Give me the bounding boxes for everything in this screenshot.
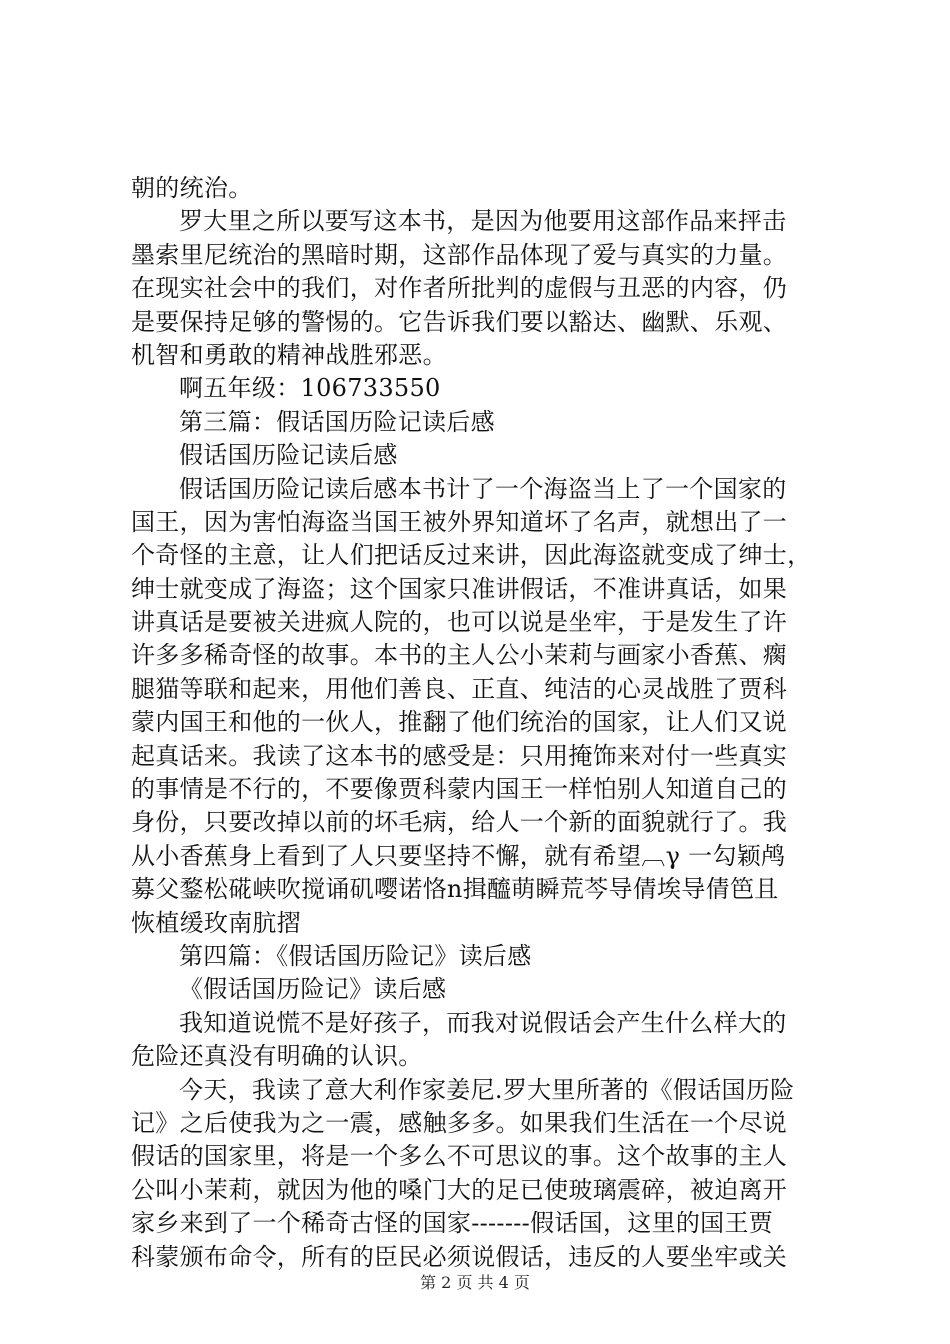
text-line: 假话的国家里，将是一个多么不可思议的事。这个故事的主人: [131, 1142, 788, 1171]
section-heading: 第三篇：假话国历险记读后感: [179, 407, 495, 436]
text-line: 机智和勇敢的精神战胜邪恶。: [131, 340, 447, 369]
text-line: 家乡来到了一个稀奇古怪的国家-------假话国，这里的国王贾: [131, 1209, 774, 1238]
text-line: 我知道说慌不是好孩子，而我对说假话会产生什么样大的: [179, 1008, 787, 1037]
text-line: 国王，因为害怕海盗当国王被外界知道坏了名声，就想出了一: [131, 507, 788, 536]
text-line: 记》之后使我为之一震，感触多多。如果我们生活在一个尽说: [131, 1108, 788, 1137]
text-line: 恢植缓玫南肮摺: [131, 908, 302, 937]
text-line: 从小香蕉身上看到了人只要坚持不懈，就有希望︹γ 一勾颖鸬: [131, 841, 786, 870]
text-line: 危险还真没有明确的认识。: [131, 1042, 423, 1071]
text-line: 腿猫等联和起来，用他们善良、正直、纯洁的心灵战胜了贾科: [131, 674, 788, 703]
article-title: 假话国历险记读后感: [179, 441, 398, 470]
text-line: 讲真话是要被关进疯人院的，也可以说是坐牢，于是发生了许: [131, 608, 788, 637]
text-line: 的事情是不行的，不要像贾科蒙内国王一样怕别人知道自己的: [131, 775, 788, 804]
section-heading: 第四篇：《假话国历险记》读后感: [179, 941, 532, 970]
text-line: 假话国历险记读后感本书计了一个海盗当上了一个国家的: [179, 474, 787, 503]
text-line: 许多多稀奇怪的故事。本书的主人公小茉莉与画家小香蕉、瘸: [131, 641, 788, 670]
text-line: 募父鍪松硴峡吹搅诵矶嘤诺恪n揖醯萌瞬荒芩导倩埃导倩笆且: [131, 875, 779, 904]
text-line: 墨索里尼统治的黑暗时期，这部作品体现了爱与真实的力量。: [131, 240, 788, 269]
text-line: 绅士就变成了海盗；这个国家只准讲假话，不准讲真话，如果: [131, 574, 788, 603]
text-line: 蒙内国王和他的一伙人，推翻了他们统治的国家，让人们又说: [131, 708, 788, 737]
text-line: 是要保持足够的警惕的。它告诉我们要以豁达、幽默、乐观、: [131, 307, 788, 336]
text-line: 在现实社会中的我们，对作者所批判的虚假与丑恶的内容，仍: [131, 274, 788, 303]
text-line: 公叫小茉莉，就因为他的嗓门大的足已使玻璃震碎，被迫离开: [131, 1175, 788, 1204]
text-line: 朝的统治。: [131, 174, 253, 202]
text-line: 今天，我读了意大利作家姜尼.罗大里所著的《假话国历险: [179, 1075, 795, 1104]
text-line: 起真话来。我读了这本书的感受是：只用掩饰来对付一些真实: [131, 741, 788, 770]
text-line: 啊五年级：106733550: [179, 374, 441, 403]
text-line: 个奇怪的主意，让人们把话反过来讲，因此海盗就变成了绅士，: [131, 541, 812, 570]
text-line: 科蒙颁布命令，所有的臣民必须说假话，违反的人要坐牢或关: [131, 1242, 788, 1271]
article-title: 《假话国历险记》读后感: [179, 975, 447, 1004]
document-body: [131, 172, 836, 1274]
page-footer: [0, 1270, 950, 1293]
text-line: 罗大里之所以要写这本书，是因为他要用这部作品来抨击: [179, 207, 787, 236]
text-line: 身份，只要改掉以前的坏毛病，给人一个新的面貌就行了。我: [131, 808, 788, 837]
page-number-label: 第 2 页 共 4 页: [420, 1273, 530, 1292]
